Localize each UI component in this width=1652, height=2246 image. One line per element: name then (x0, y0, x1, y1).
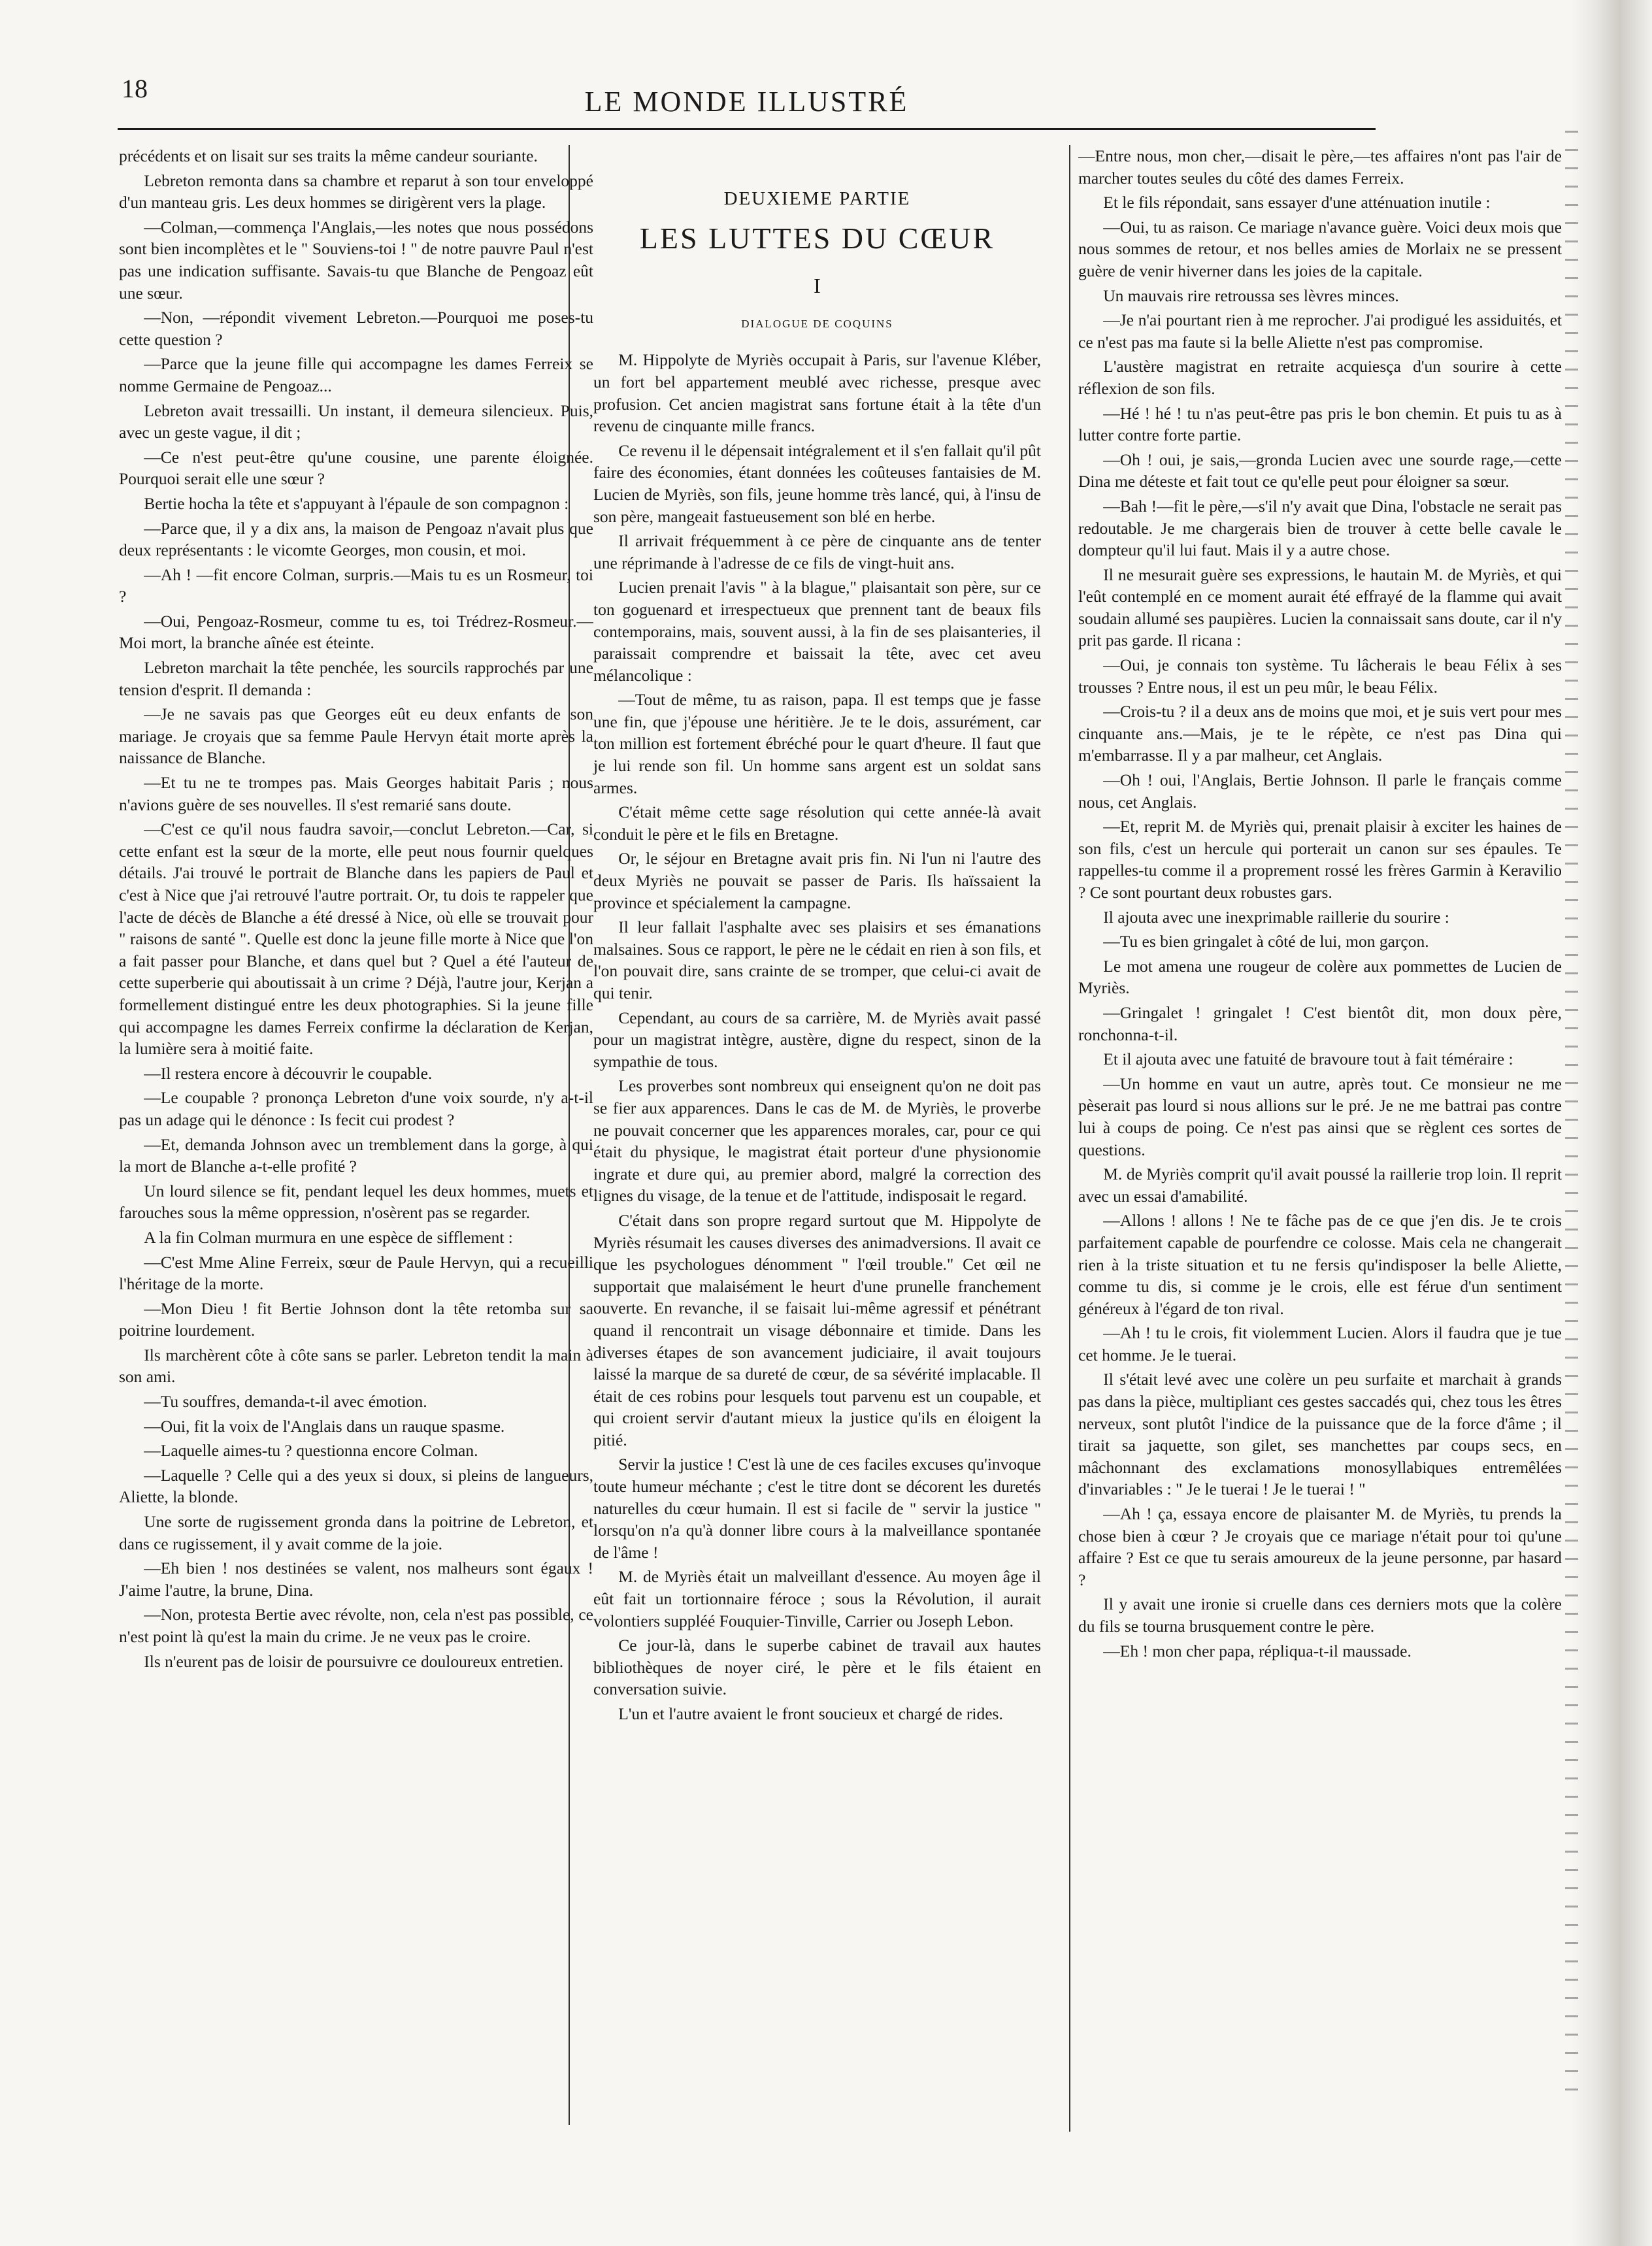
middle-column (580, 145, 1054, 2132)
paragraph: —Parce que, il y a dix ans, la maison de Pengoaz n'avait plus que deux représentants : le vicomte Georges, mon cousin, et moi. (119, 518, 593, 560)
paragraph: Ce revenu il le dépensait intégralement et il s'en fallait qu'il pût faire des économies, étant données les coûteuses fantaisies de M. Lucien de Myriès, son fils, jeune homme très lancé, qui, à l'insu de son père, mangeait fastueusement son blé en herbe. (593, 440, 1041, 526)
paragraph: —Oui, tu as raison. Ce mariage n'avance guère. Voici deux mois que nous sommes de retour, et nos belles amies de Morlaix ne se pressent guère de venir hiverner dans les joies de la capitale. (1078, 217, 1562, 280)
paragraph: Une sorte de rugissement gronda dans la poitrine de Lebreton, et dans ce rugissement, il y avait comme de la joie. (119, 1512, 593, 1553)
paragraph: —Non, —répondit vivement Lebreton.—Pourquoi me poses-tu cette question ? (119, 308, 593, 349)
paragraph: —Parce que la jeune fille qui accompagne les dames Ferreix se nomme Germaine de Pengoaz... (119, 354, 593, 395)
paragraph: Il ne mesurait guère ses expressions, le hautain M. de Myriès, et qui l'eût contemplé en ce moment aurait été effrayé de la flamme qui avait soudain allumé ses paupières. Lucien la connaissait sans doute, car il n'y prit pas garde. Il ricana : (1078, 565, 1562, 650)
middle-column-body (593, 349, 1041, 1725)
paragraph: Lebreton remonta dans sa chambre et reparut à son tour enveloppé d'un manteau gris. Les deux hommes se dirigèrent vers la plage. (119, 171, 593, 212)
chapter-title: DIALOGUE DE COQUINS (741, 317, 893, 330)
right-column (1078, 145, 1562, 2171)
paragraph: A la fin Colman murmura en une espèce de sifflement : (144, 1227, 513, 1247)
paragraph: Ce jour-là, dans le superbe cabinet de travail aux hautes bibliothèques de noyer ciré, le père et le fils étaient en conversation suivie. (593, 1636, 1041, 1699)
paragraph: Il y avait une ironie si cruelle dans ces derniers mots que la colère du fils se tourna brusquement contre le père. (1078, 1594, 1562, 1636)
paragraph: —Mon Dieu ! fit Bertie Johnson dont la tête retomba sur sa poitrine lourdement. (119, 1298, 593, 1340)
paragraph: —C'est ce qu'il nous faudra savoir,—conclut Lebreton.—Car, si cette enfant est la sœur de la morte, elle peut nous fournir quelques détails. J'ai trouvé le portrait de Blanche dans les papiers de Paul et c'est à Nice que j'ai retrouvé l'autre portrait. Or, tu dois te rappeler que l'acte de décès de Blanche a été dressé à Nice, où elle se trouvait pour " raisons de santé ". Quelle est donc la jeune fille morte à Nice que l'on a fait passer pour Blanche, et dans quel but ? Quel a été l'auteur de cette superberie qui aboutissait à un crime ? Déjà, l'autre jour, Kerjan a formellement distingué entre les deux photographies. Si la jeune fille qui accompagne les dames Ferreix confirme la déclaration de Kerjan, la lumière sera à moitié faite. (119, 819, 593, 1059)
paragraph: —Non, protesta Bertie avec révolte, non, cela n'est pas possible, ce n'est point là qu'est la main du crime. Je ne veux pas le croire. (119, 1605, 593, 1646)
paragraph: Ils n'eurent pas de loisir de poursuivre ce douloureux entretien. (144, 1651, 564, 1671)
paragraph: C'était dans son propre regard surtout que M. Hippolyte de Myriès résumait les causes diverses des animadversions. Il avait ce que les psychologues dénomment " l'œil trouble." Cet œil ne supportait que malaisément le heurt d'une prunelle franchement ouverte. En revanche, il se faisait lui-même agressif et pénétrant quand il rencontrait un visage débonnaire et timide. Dans les diverses étapes de son avancement judiciaire, il avait toujours laissé la marque de sa dureté de cœur, de sa sévérité implacable. Il était de ces robins pour lesquels tout parvenu est un coupable, et qui croient servir d'autant mieux la justice qu'ils en éloigent la pitié. (593, 1210, 1041, 1449)
paragraph: —Le coupable ? prononça Lebreton d'une voix sourde, n'y a-t-il pas un adage qui le dénonce : Is fecit cui prodest ? (119, 1088, 593, 1129)
journal-title: LE MONDE ILLUSTRÉ (584, 86, 909, 118)
paragraph: M. de Myriès était un malveillant d'essence. Au moyen âge il eût fait un tortionnaire féroce ; sous la Révolution, il aurait volontiers suppléé Fouquier-Tinville, Carrier ou Joseph Lebon. (593, 1567, 1041, 1630)
paragraph: —Je n'ai pourtant rien à me reprocher. J'ai prodigué les assiduités, et ce n'est pas ma faute si la belle Aliette n'est pas compromise. (1078, 310, 1562, 352)
paragraph: —Eh ! mon cher papa, répliqua-t-il maussade. (1103, 1641, 1412, 1660)
paragraph: Bertie hocha la tête et s'appuyant à l'épaule de son compagnon : (144, 493, 569, 513)
paragraph: —Je ne savais pas que Georges eût eu deux enfants de son mariage. Je croyais que sa femme Paule Hervyn était morte après la naissance de Blanche. (119, 704, 593, 768)
paragraph: —Oh ! oui, l'Anglais, Bertie Johnson. Il parle le français comme nous, cet Anglais. (1078, 770, 1562, 812)
paragraph: —Tu souffres, demanda-t-il avec émotion. (144, 1392, 427, 1412)
paragraph: Et il ajouta avec une fatuité de bravoure tout à fait téméraire : (1103, 1049, 1513, 1069)
paragraph: —Hé ! hé ! tu n'as peut-être pas pris le bon chemin. Et puis tu as à lutter contre forte partie. (1078, 403, 1562, 445)
paragraph: Lebreton marchait la tête penchée, les sourcils rapprochés par une tension d'esprit. Il demanda : (119, 658, 593, 699)
paragraph: Un lourd silence se fit, pendant lequel les deux hommes, muets et farouches sous la même oppression, n'osèrent pas se regarder. (119, 1181, 593, 1223)
paragraph: —Il restera encore à découvrir le coupable. (144, 1063, 433, 1083)
paragraph: —Oh ! oui, je sais,—gronda Lucien avec une sourde rage,—cette Dina me déteste et fait tout ce qu'elle peut pour éloigner sa sœur. (1078, 450, 1562, 491)
paragraph: Il s'était levé avec une colère un peu surfaite et marchait à grands pas dans la pièce, multipliant ces gestes saccadés qui, chez tous les êtres nerveux, sont plutôt l'indice de la puissance que de la force d'âme ; il tirait sa jaquette, son gilet, ses manchettes par coups secs, en mâchonnant des exclamations monosyllabiques entremêlées d'invariables : " Je le tuerai ! Je le tuerai ! " (1078, 1370, 1562, 1499)
paragraph: Un mauvais rire retroussa ses lèvres minces. (1103, 286, 1399, 305)
binding-marks (1565, 131, 1578, 2091)
paragraph: —Oui, fit la voix de l'Anglais dans un rauque spasme. (144, 1416, 505, 1436)
paragraph: —C'est Mme Aline Ferreix, sœur de Paule Hervyn, qui a recueilli l'héritage de la morte. (119, 1252, 593, 1294)
paragraph: —Ah ! —fit encore Colman, surpris.—Mais tu es un Rosmeur, toi ? (119, 565, 593, 606)
paragraph: M. Hippolyte de Myriès occupait à Paris, sur l'avenue Kléber, un fort bel appartement meublé avec richesse, presque avec profusion. Cet ancien magistrat sans fortune était à la tête d'un revenu de cinquante mille francs. (593, 350, 1041, 436)
paragraph: Il ajouta avec une inexprimable raillerie du sourire : (1103, 907, 1449, 927)
paragraph: —Laquelle aimes-tu ? questionna encore Colman. (144, 1441, 478, 1461)
paragraph: —Colman,—commença l'Anglais,—les notes que nous possédons sont bien incomplètes et le " Souviens-toi ! " de notre pauvre Paul n'est pas une indication suffisante. Savais-tu que Blanche de Pengoaz eût une sœur. (119, 217, 593, 303)
paragraph: —Et, reprit M. de Myriès qui, prenait plaisir à exciter les haines de son fils, c'est un hercule qui porterait un canon sur ses épaules. Te rappelles-tu comme il a proprement rossé les frères Garmin à Keravilio ? Ce sont pourtant deux robustes gars. (1078, 817, 1562, 902)
paragraph: —Entre nous, mon cher,—disait le père,—tes affaires n'ont pas l'air de marcher toutes seules du côté des dames Ferreix. (1078, 146, 1562, 188)
paragraph: —Eh bien ! nos destinées se valent, nos malheurs sont égaux ! J'aime l'autre, la brune, Dina. (119, 1559, 593, 1600)
paragraph: précédents et on lisait sur ses traits la même candeur souriante. (119, 146, 538, 165)
paragraph: —Oui, Pengoaz-Rosmeur, comme tu es, toi Trédrez-Rosmeur.—Moi mort, la branche aînée est éteinte. (119, 611, 593, 653)
story-title: LES LUTTES DU CŒUR (639, 221, 995, 255)
paragraph: C'était même cette sage résolution qui cette année-là avait conduit le père et le fils en Bretagne. (593, 802, 1041, 844)
part-heading: DEUXIEME PARTIE (723, 188, 911, 209)
header-rule (118, 128, 1376, 130)
paragraph: —Ce n'est peut-être qu'une cousine, une parente éloignée. Pourquoi serait elle une sœur ? (119, 447, 593, 489)
paragraph: —Gringalet ! gringalet ! C'est bientôt dit, mon doux père, ronchonna-t-il. (1078, 1002, 1562, 1044)
paragraph: Il leur fallait l'asphalte avec ses plaisirs et ses émanations malsaines. Sous ce rapport, le père ne le cédait en rien à son fils, et l'on pouvait dire, sans crainte de se tromper, que celui-ci avait de qui tenir. (593, 917, 1041, 1002)
paragraph: Et le fils répondait, sans essayer d'une atténuation inutile : (1103, 193, 1491, 212)
paragraph: —Crois-tu ? il a deux ans de moins que moi, et je suis vert pour mes cinquante ans.—Mais, je te le répète, ce n'est pas Dina qui m'embarrasse. Il y a par malheur, cet Anglais. (1078, 702, 1562, 765)
paragraph: Il arrivait fréquemment à ce père de cinquante ans de tenter une réprimande à l'adresse de ce fils de vingt-huit ans. (593, 531, 1041, 572)
paragraph: Or, le séjour en Bretagne avait pris fin. Ni l'un ni l'autre des deux Myriès ne pouvait se passer de Paris. Ils haïssaient la province et spécialement la campagne. (593, 849, 1041, 912)
paragraph: L'austère magistrat en retraite acquiesça d'un sourire à cette réflexion de son fils. (1078, 357, 1562, 398)
paragraph: —Et tu ne te trompes pas. Mais Georges habitait Paris ; nous n'avions guère de ses nouvelles. Il s'est remarié sans doute. (119, 773, 593, 814)
column-divider (1069, 145, 1070, 2132)
paragraph: M. de Myriès comprit qu'il avait poussé la raillerie trop loin. Il reprit avec un essai d'amabilité. (1078, 1164, 1562, 1206)
paragraph: L'un et l'autre avaient le front soucieux et chargé de rides. (618, 1704, 1003, 1723)
page-number: 18 (122, 74, 148, 103)
paragraph: Lebreton avait tressailli. Un instant, il demeura silencieux. Puis, avec un geste vague, il dit ; (119, 401, 593, 442)
paragraph: —Ah ! tu le crois, fit violemment Lucien. Alors il faudra que je tue cet homme. Je le tuerai. (1078, 1323, 1562, 1364)
paragraph: —Un homme en vaut un autre, après tout. Ce monsieur ne me pèserait pas lourd si nous allions sur le pré. Je ne me battrai pas contre lui à coups de poing. Ce n'est pas ainsi que se règlent ces sortes de questions. (1078, 1074, 1562, 1159)
left-column (119, 145, 593, 2145)
paragraph: —Tout de même, tu as raison, papa. Il est temps que je fasse une fin, que j'épouse une héritière. Je te le dois, assurément, car ton million est fortement ébréché pour le quart d'heure. Il faut que je lui rende son fil. Un homme sans argent est un soldat sans armes. (593, 690, 1041, 797)
paragraph: —Et, demanda Johnson avec un tremblement dans la gorge, à qui la mort de Blanche a-t-elle profité ? (119, 1134, 593, 1176)
paragraph: Ils marchèrent côte à côte sans se parler. Lebreton tendit la main à son ami. (119, 1345, 593, 1387)
paragraph: —Allons ! allons ! Ne te fâche pas de ce que j'en dis. Je te crois parfaitement capable de pourfendre ce colosse. Mais cela ne changerait rien à la triste situation et tu ne fersis qu'indisposer la belle Aliette, comme tu dis, si comme je le crois, elle est férue d'un sentiment généreux à l'égard de ton rival. (1078, 1211, 1562, 1318)
chapter-number: I (814, 274, 821, 298)
paragraph: —Laquelle ? Celle qui a des yeux si doux, si pleins de langueurs, Aliette, la blonde. (119, 1465, 593, 1507)
paragraph: —Oui, je connais ton système. Tu lâcherais le beau Félix à ses trousses ? Entre nous, il est un peu mûr, le beau Félix. (1078, 655, 1562, 697)
paragraph: Le mot amena une rougeur de colère aux pommettes de Lucien de Myriès. (1078, 956, 1562, 998)
adjacent-page-edge (1572, 0, 1652, 2246)
paragraph: Lucien prenait l'avis " à la blague," plaisantait son père, sur ce ton goguenard et irrespectueux que prennent tant de beaux fils contemporains, mais, souvent aussi, à la fin de ses plaisanteries, il paraissait comprendre et baissait la tête, avec cet aveu mélancolique : (593, 578, 1041, 685)
paragraph: Servir la justice ! C'est là une de ces faciles excuses qu'invoque toute humeur méchante ; c'est le titre dont se décorent les duretés naturelles du cœur humain. Il est si facile de " servir la justice " lorsqu'on n'a qu'à donner libre cours à la malveillance spontanée de l'âme ! (593, 1455, 1041, 1562)
paragraph: Cependant, au cours de sa carrière, M. de Myriès avait passé pour un magistrat intègre, austère, digne du respect, sinon de la sympathie de tous. (593, 1008, 1041, 1071)
paragraph: —Ah ! ça, essaya encore de plaisanter M. de Myriès, tu prends la chose bien à cœur ? Je croyais que ce mariage n'était pour toi qu'une affaire ? Est ce que tu serais amoureux de la jeune personne, par hasard ? (1078, 1504, 1562, 1589)
paragraph: —Tu es bien gringalet à côté de lui, mon garçon. (1103, 932, 1429, 951)
paragraph: Les proverbes sont nombreux qui enseignent qu'on ne doit pas se fier aux apparences. Dans le cas de M. de Myriès, le proverbe ne pouvait concerner que les apparences morales, car, pour ce qui était du physique, le magistrat était porteur d'une physionomie ingrate et dure qui, au premier abord, malgré la correction des lignes du visage, de la tenue et de l'attitude, indisposait le regard. (593, 1076, 1041, 1206)
paragraph: —Bah !—fit le père,—s'il n'y avait que Dina, l'obstacle ne serait pas redoutable. Je me chargerais bien de trouver à cette belle cavale le dompteur qu'il lui faut. Mais il y a autre chose. (1078, 496, 1562, 560)
